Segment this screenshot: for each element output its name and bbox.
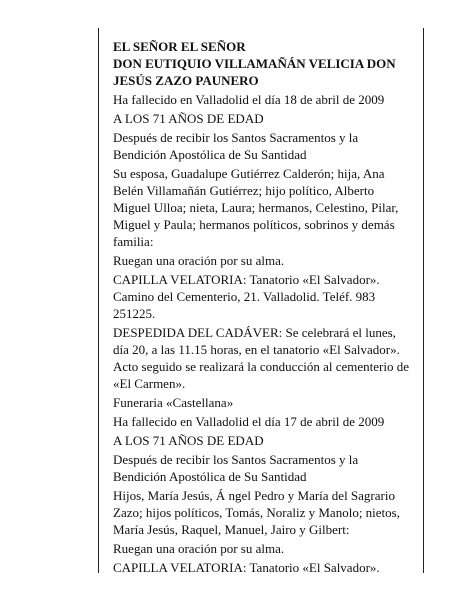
obituary-header-title: EL SEÑOR EL SEÑOR (113, 39, 246, 54)
chapel-info-1: CAPILLA VELATORIA: Tanatorio «El Salvador». Camino del Cementerio, 21. Valladolid. Teléf. 983 251225. (113, 272, 380, 321)
family-list-2: Hijos, María Jesús, Á ngel Pedro y María del Sagrario Zazo; hijos políticos, Tomás, Noraliz y Manolo; nietos, María Jesús, Raquel, Manuel, Jairo y Gilbert: (113, 488, 400, 537)
sacraments-notice-1: Después de recibir los Santos Sacramentos y la Bendición Apostólica de Su Santidad (113, 130, 359, 162)
obituary-column (113, 38, 413, 576)
death-notice-2: Ha fallecido en Valladolid el día 17 de abril de 2009 (113, 414, 385, 429)
family-list-1: Su esposa, Guadalupe Gutiérrez Calderón; hija, Ana Belén Villamañán Gutiérrez; hijo político, Alberto Miguel Ulloa; nieta, Laura; hermanos, Celestino, Pilar, Miguel y Paula; hermanos políticos, sobrinos y demás familia: (113, 166, 399, 249)
left-border-rule (98, 28, 99, 573)
age-notice-1: A LOS 71 AÑOS DE EDAD (113, 111, 264, 126)
farewell-info-1: DESPEDIDA DEL CADÁVER: Se celebrará el lunes, día 20, a las 11.15 horas, en el tanatorio «El Salvador». Acto seguido se realizará la conducción al cementerio de «El Carmen». (113, 325, 409, 391)
right-border-rule (423, 28, 424, 573)
chapel-info-2: CAPILLA VELATORIA: Tanatorio «El Salvador». (113, 560, 380, 575)
obituary-deceased-names: DON EUTIQUIO VILLAMAÑÁN VELICIA DON JESÚS ZAZO PAUNERO (113, 56, 396, 88)
age-notice-2: A LOS 71 AÑOS DE EDAD (113, 433, 264, 448)
sacraments-notice-2: Después de recibir los Santos Sacramentos y la Bendición Apostólica de Su Santidad (113, 452, 359, 484)
prayer-request-1: Ruegan una oración por su alma. (113, 253, 285, 268)
funeral-home-name: Funeraria «Castellana» (113, 395, 234, 410)
death-notice-1: Ha fallecido en Valladolid el día 18 de abril de 2009 (113, 92, 385, 107)
prayer-request-2: Ruegan una oración por su alma. (113, 541, 285, 556)
